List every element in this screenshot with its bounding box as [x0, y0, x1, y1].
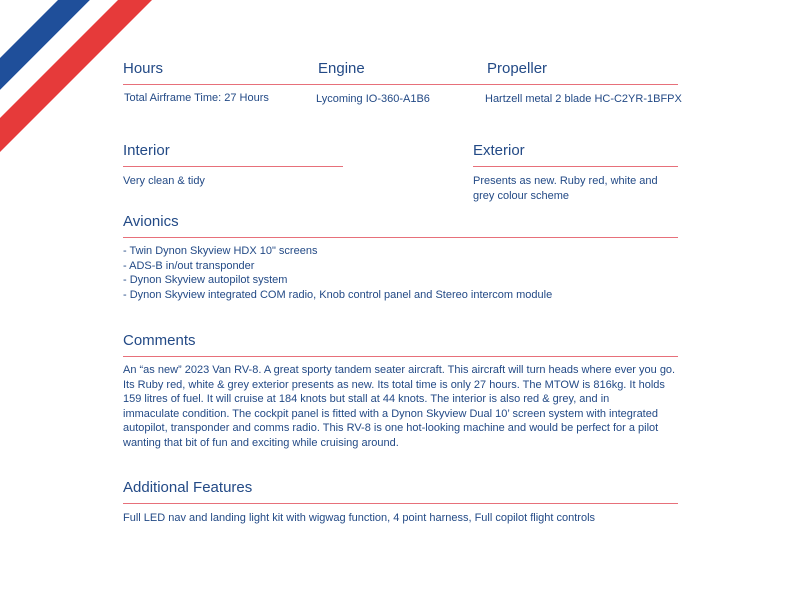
comments-line: 159 litres of fuel. It will cruise at 184 knots but stall at 44 knots. The interior is also red & grey, and in [123, 393, 610, 406]
exterior-divider [473, 166, 678, 167]
hours-divider [123, 84, 678, 85]
engine-heading: Engine [318, 60, 365, 77]
additional-features-divider [123, 503, 678, 504]
hours-value: Total Airframe Time: 27 Hours [124, 92, 269, 104]
comments-line: wanting that bit of fun and exciting while cruising around. [123, 436, 399, 449]
avionics-heading: Avionics [123, 213, 179, 230]
avionics-list [123, 244, 552, 302]
interior-divider [123, 166, 343, 167]
avionics-item: - Dynon Skyview autopilot system [123, 274, 288, 287]
avionics-divider [123, 237, 678, 238]
additional-features-heading: Additional Features [123, 479, 253, 496]
propeller-heading: Propeller [487, 60, 548, 77]
comments-line: An “as new” 2023 Van RV-8. A great sporty tandem seater aircraft. This aircraft will turn heads where ever you go. [123, 364, 676, 376]
avionics-item: - Dynon Skyview integrated COM radio, Knob control panel and Stereo intercom module [123, 288, 553, 301]
exterior-line: grey colour scheme [473, 189, 569, 202]
exterior-text [473, 174, 658, 203]
engine-value: Lycoming IO-360-A1B6 [316, 93, 430, 105]
avionics-item: - ADS-B in/out transponder [123, 259, 255, 272]
interior-heading: Interior [123, 142, 170, 159]
comments-line: autopilot, transponder and comms radio. This RV-8 is one hot-looking machine and would be perfect for a pilot [123, 422, 659, 435]
avionics-item: - Twin Dynon Skyview HDX 10" screens [123, 245, 318, 257]
comments-text [123, 363, 675, 451]
exterior-line: Presents as new. Ruby red, white and [473, 175, 658, 187]
corner-stripes-graphic [0, 0, 160, 160]
comments-heading: Comments [123, 332, 196, 349]
interior-value: Very clean & tidy [123, 175, 205, 187]
comments-divider [123, 356, 678, 357]
hours-heading: Hours [123, 60, 164, 77]
comments-line: immaculate condition. The cockpit panel is fitted with a Dynon Skyview Dual 10’ screen system with integrated [123, 407, 658, 420]
comments-line: Its Ruby red, white & grey exterior presents as new. Its total time is only 27 hours. The MTOW is 816kg. It holds [123, 378, 665, 391]
additional-features-value: Full LED nav and landing light kit with wigwag function, 4 point harness, Full copilot flight controls [123, 512, 596, 524]
exterior-heading: Exterior [473, 142, 525, 159]
propeller-value: Hartzell metal 2 blade HC-C2YR-1BFPX [485, 93, 682, 105]
